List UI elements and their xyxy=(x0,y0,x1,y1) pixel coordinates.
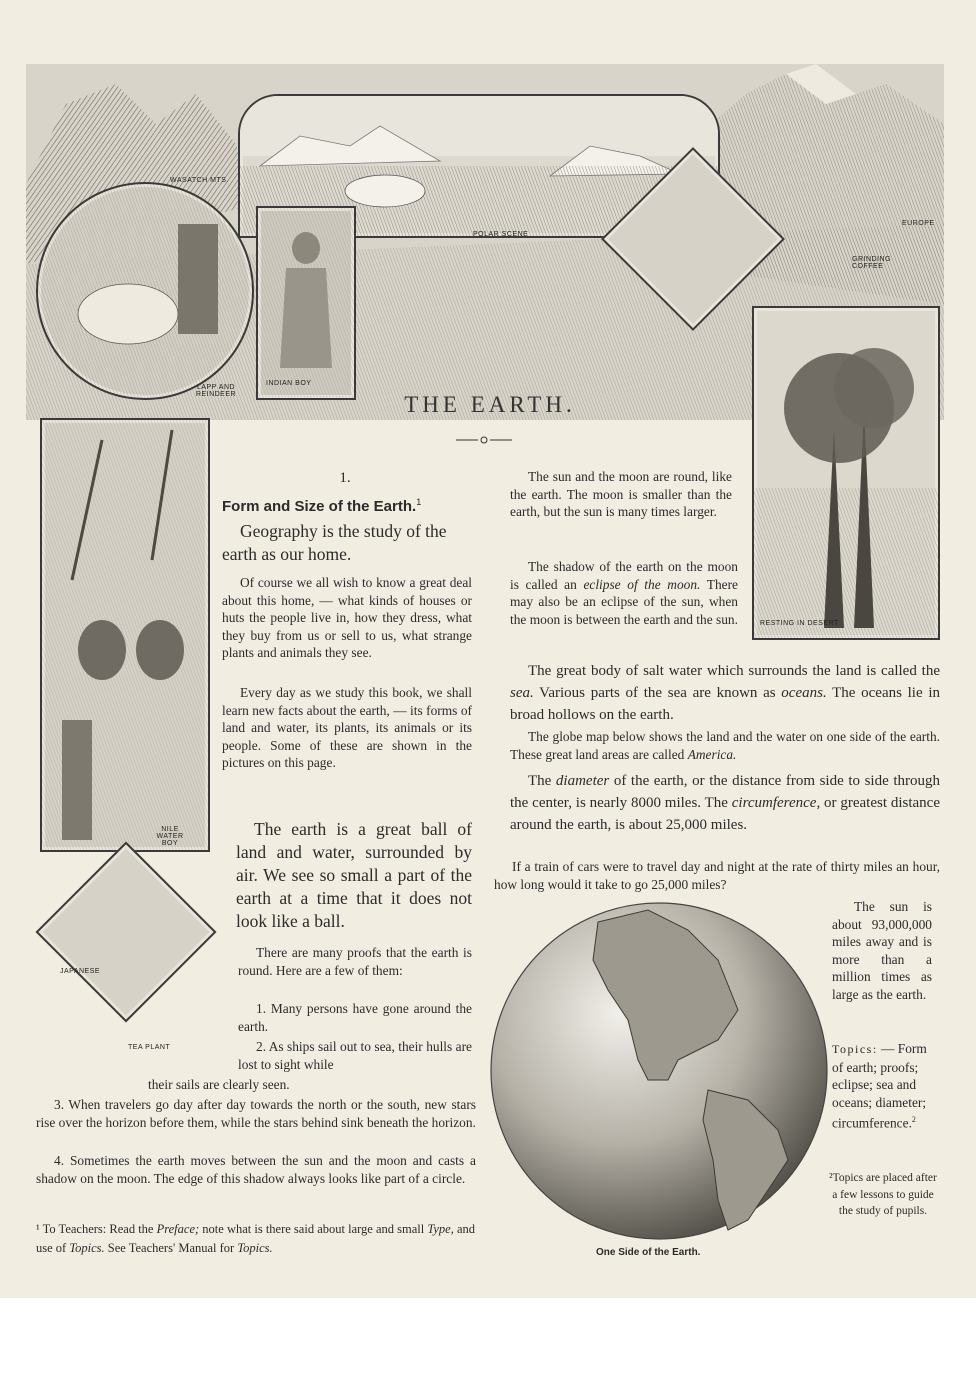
proof-1: 1. Many persons have gone around the earth. xyxy=(238,1001,472,1034)
grinding-caption: GRINDING COFFEE xyxy=(852,256,891,270)
footnote-text-a: ¹ To Teachers: Read the xyxy=(36,1222,157,1236)
footnote-text-d: See Teachers' Manual for xyxy=(104,1241,238,1255)
paragraph-home: Of course we all wish to know a great deal about this home, — what kinds of houses or huts the people live in, how they dress, what they buy from us or sell to us, what strange plants and animals they see. xyxy=(222,575,472,661)
water-boy-caption: NILE WATER BOY xyxy=(156,826,184,847)
eclipse-text-a: The shadow of the earth on the moon is called an xyxy=(510,559,738,592)
topics-text: Form of earth; proofs; eclipse; sea and oceans; diameter; circumference. xyxy=(832,1041,927,1131)
lesson-number: 1. xyxy=(339,470,351,486)
sea-text-b: Various parts of the sea are known as xyxy=(533,685,782,701)
tea-plant-caption: TEA PLANT xyxy=(128,1044,171,1051)
title-ornament xyxy=(456,436,512,444)
paragraph-sea xyxy=(510,660,940,726)
paragraph-sun-distance: The sun is about 93,000,000 miles away and is more than a million times as large as the earth. xyxy=(832,899,932,1002)
japanese-image xyxy=(35,841,216,1022)
desert-caption: RESTING IN DESERT xyxy=(760,620,839,627)
page-title: THE EARTH. xyxy=(404,392,576,417)
eclipse-text-b: There may also be an eclipse of the sun, when the moon is between the earth and the sun. xyxy=(510,576,738,627)
footnote-text-c: and use of xyxy=(36,1222,476,1255)
proof-2-continued: their sails are clearly seen. xyxy=(148,1077,290,1092)
paragraph-diameter xyxy=(510,770,940,836)
indian-boy-image xyxy=(256,206,356,400)
paragraph-every-day: Every day as we study this book, we shall learn new facts about the earth, — its forms of land and water, its plants, its animals or its people. Some of these are shown in the pictures on this page. xyxy=(222,685,472,771)
proof-2: 2. As ships sail out to sea, their hulls are lost to sight while xyxy=(238,1039,472,1072)
sea-term: sea. xyxy=(510,685,534,701)
paragraph-ball: The earth is a great ball of land and water, surrounded by air. We see so small a part of the earth at a time that it does not look like a ball. xyxy=(236,819,472,931)
topics-label: Topics: xyxy=(832,1042,878,1056)
circumference-term: circumference, xyxy=(731,795,821,811)
paragraph-globe-map xyxy=(510,728,940,763)
indian-boy-caption: INDIAN BOY xyxy=(266,380,312,387)
paragraph-proofs: There are many proofs that the earth is round. Here are a few of them: xyxy=(238,945,472,978)
globe-caption: One Side of the Earth. xyxy=(596,1247,701,1258)
globe-text-a: The globe map below shows the land and the water on one side of the earth. These great land areas are called xyxy=(510,729,940,762)
globe-image xyxy=(488,900,830,1242)
paragraph-eclipse xyxy=(510,558,738,628)
lapp-caption: LAPP AND REINDEER xyxy=(195,384,237,398)
footnote-preface: Preface; xyxy=(156,1222,200,1236)
sea-text-a: The great body of salt water which surrounds the land is called the xyxy=(528,663,940,679)
footnote-topics: Topics. xyxy=(69,1241,105,1255)
footnote-text-b: note what is there said about large and small xyxy=(199,1222,428,1236)
diameter-term: diameter xyxy=(555,773,610,789)
proof-4: 4. Sometimes the earth moves between the sun and the moon and casts a shadow on the moon. The edge of this shadow always looks like part of a circle. xyxy=(36,1153,476,1186)
diameter-text-c: or greatest distance around the earth, is about 25,000 miles. xyxy=(510,795,941,833)
footnote-marker-2: 2 xyxy=(911,1115,916,1125)
lesson-heading-text: Form and Size of the Earth. xyxy=(222,498,417,515)
america-term: America. xyxy=(687,746,737,762)
europe-caption: EUROPE xyxy=(902,220,935,227)
footnote-marker-1: 1 xyxy=(416,497,422,507)
oceans-term: oceans. xyxy=(781,685,827,701)
diameter-text-a: The xyxy=(528,773,556,789)
footnote-type: Type, xyxy=(427,1222,454,1236)
eclipse-term: eclipse of the moon. xyxy=(583,576,701,592)
intro-paragraph: Geography is the study of the earth as our home. xyxy=(222,521,447,564)
topics-box: Topics: — Form of earth; proofs; eclipse; sea and oceans; diameter; circumference.$^2$ xyxy=(832,1041,927,1131)
bottom-margin xyxy=(0,1298,976,1390)
footnote-teachers xyxy=(36,1220,480,1258)
topics-footnote: ²Topics are placed after a few lessons to guide the study of pupils. xyxy=(829,1172,937,1217)
sea-text-c: The oceans lie in broad hollows on the earth. xyxy=(510,685,940,723)
wasatch-caption: WASATCH MTS. xyxy=(170,177,229,184)
paragraph-sun-moon: The sun and the moon are round, like the earth. The moon is smaller than the earth, but the sun is many times larger. xyxy=(510,469,732,520)
desert-image xyxy=(752,306,940,640)
lapp-reindeer-image xyxy=(36,182,254,400)
diameter-text-b: of the earth, or the distance from side to side through the center, is nearly 8000 miles. The xyxy=(510,773,940,811)
polar-caption: POLAR SCENE xyxy=(473,231,529,238)
lesson-heading xyxy=(222,494,484,516)
proof-3: 3. When travelers go day after day towards the north or the south, new stars rise over the horizon before them, while the stars behind sink beneath the horizon. xyxy=(36,1097,476,1130)
paragraph-train: If a train of cars were to travel day and night at the rate of thirty miles an hour, how long would it take to go 25,000 miles? xyxy=(494,859,940,892)
water-boy-image xyxy=(40,418,210,852)
japanese-caption: JAPANESE xyxy=(60,968,101,975)
footnote-topics-2: Topics. xyxy=(237,1241,273,1255)
